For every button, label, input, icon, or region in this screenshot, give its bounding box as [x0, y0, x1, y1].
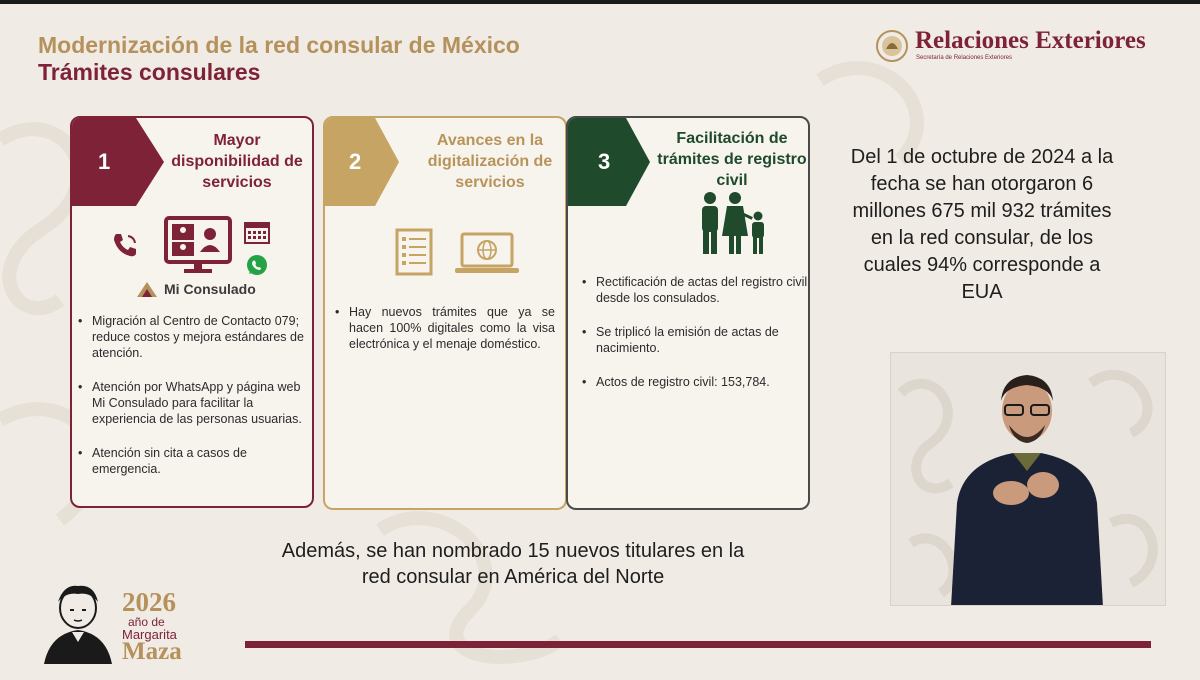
step-number: 2 — [349, 149, 362, 174]
bullet-list — [78, 313, 314, 495]
card-header — [568, 118, 808, 208]
calendar-icon — [244, 220, 270, 244]
footer-announcement: Además, se han nombrado 15 nuevos titulares en la red consular en América del Norte — [281, 540, 745, 588]
bullet-list — [335, 304, 555, 370]
step-arrow — [323, 118, 419, 206]
card-civil-registry — [566, 116, 810, 510]
margarita-maza-portrait — [36, 580, 120, 664]
step-arrow — [566, 118, 662, 206]
logo-subtitle: Secretaría de Relaciones Exteriores — [916, 55, 1013, 61]
card-header — [72, 118, 312, 208]
bullet-item: • Atención sin cita a casos de emergencia. — [78, 445, 314, 477]
whatsapp-icon — [246, 254, 268, 276]
family-icon — [698, 190, 772, 256]
bullet-item: • Se triplicó la emisión de actas de nacimiento. — [582, 324, 808, 356]
commemoration-text: año de — [128, 615, 165, 629]
commemoration-name: Margarita — [122, 627, 177, 642]
step-number: 1 — [98, 149, 111, 174]
card-digitalization — [323, 116, 567, 510]
page-subtitle: Trámites consulares — [38, 59, 261, 85]
card-title: Avances en la digitalización de servicios — [427, 132, 553, 191]
page-title: Modernización de la red consular de México — [38, 32, 520, 58]
bullet-item: • Migración al Centro de Contacto 079; reduce costos y mejora estándares de atención. — [78, 313, 314, 361]
card-service-availability — [70, 116, 314, 508]
mexico-emblem-icon — [875, 29, 909, 63]
bullet-item: • Actos de registro civil: 153,784. — [582, 374, 808, 390]
bullet-item: • Rectificación de actas del registro civil desde los consulados. — [582, 274, 808, 306]
sign-language-interpreter-video — [890, 352, 1166, 606]
document-icon — [395, 228, 433, 276]
commemoration-year: 2026 — [122, 587, 176, 617]
mi-consulado-logo-icon — [136, 280, 158, 298]
statistic-text: Del 1 de octubre de 2024 a la fecha se han otorgaron 6 millones 675 mil 932 trámites en la red consular, de los cuales 94% corresponde a EUA — [850, 146, 1114, 303]
bullet-item: • Hay nuevos trámites que ya se hacen 100% digitales como la visa electrónica y el menaje doméstico. — [335, 304, 555, 352]
footer-divider — [245, 641, 1151, 648]
bullet-item: • Atención por WhatsApp y página web Mi Consulado para facilitar la experiencia de las personas usuarias. — [78, 379, 314, 427]
phone-icon — [108, 228, 142, 262]
commemoration-surname: Maza — [122, 638, 182, 665]
sre-logo — [875, 27, 1185, 71]
card-title: Facilitación de trámites de registro civil — [657, 130, 807, 189]
laptop-globe-icon — [453, 232, 521, 276]
card-title: Mayor disponibilidad de servicios — [171, 132, 303, 191]
logo-name: Relaciones Exteriores — [915, 27, 1146, 54]
step-number: 3 — [598, 149, 611, 174]
card-header — [325, 118, 565, 208]
video-call-icon — [164, 216, 232, 274]
mi-consulado-label: Mi Consulado — [164, 281, 256, 297]
interpreter-figure — [891, 353, 1166, 606]
bullet-list — [582, 274, 808, 408]
step-arrow — [70, 118, 166, 206]
